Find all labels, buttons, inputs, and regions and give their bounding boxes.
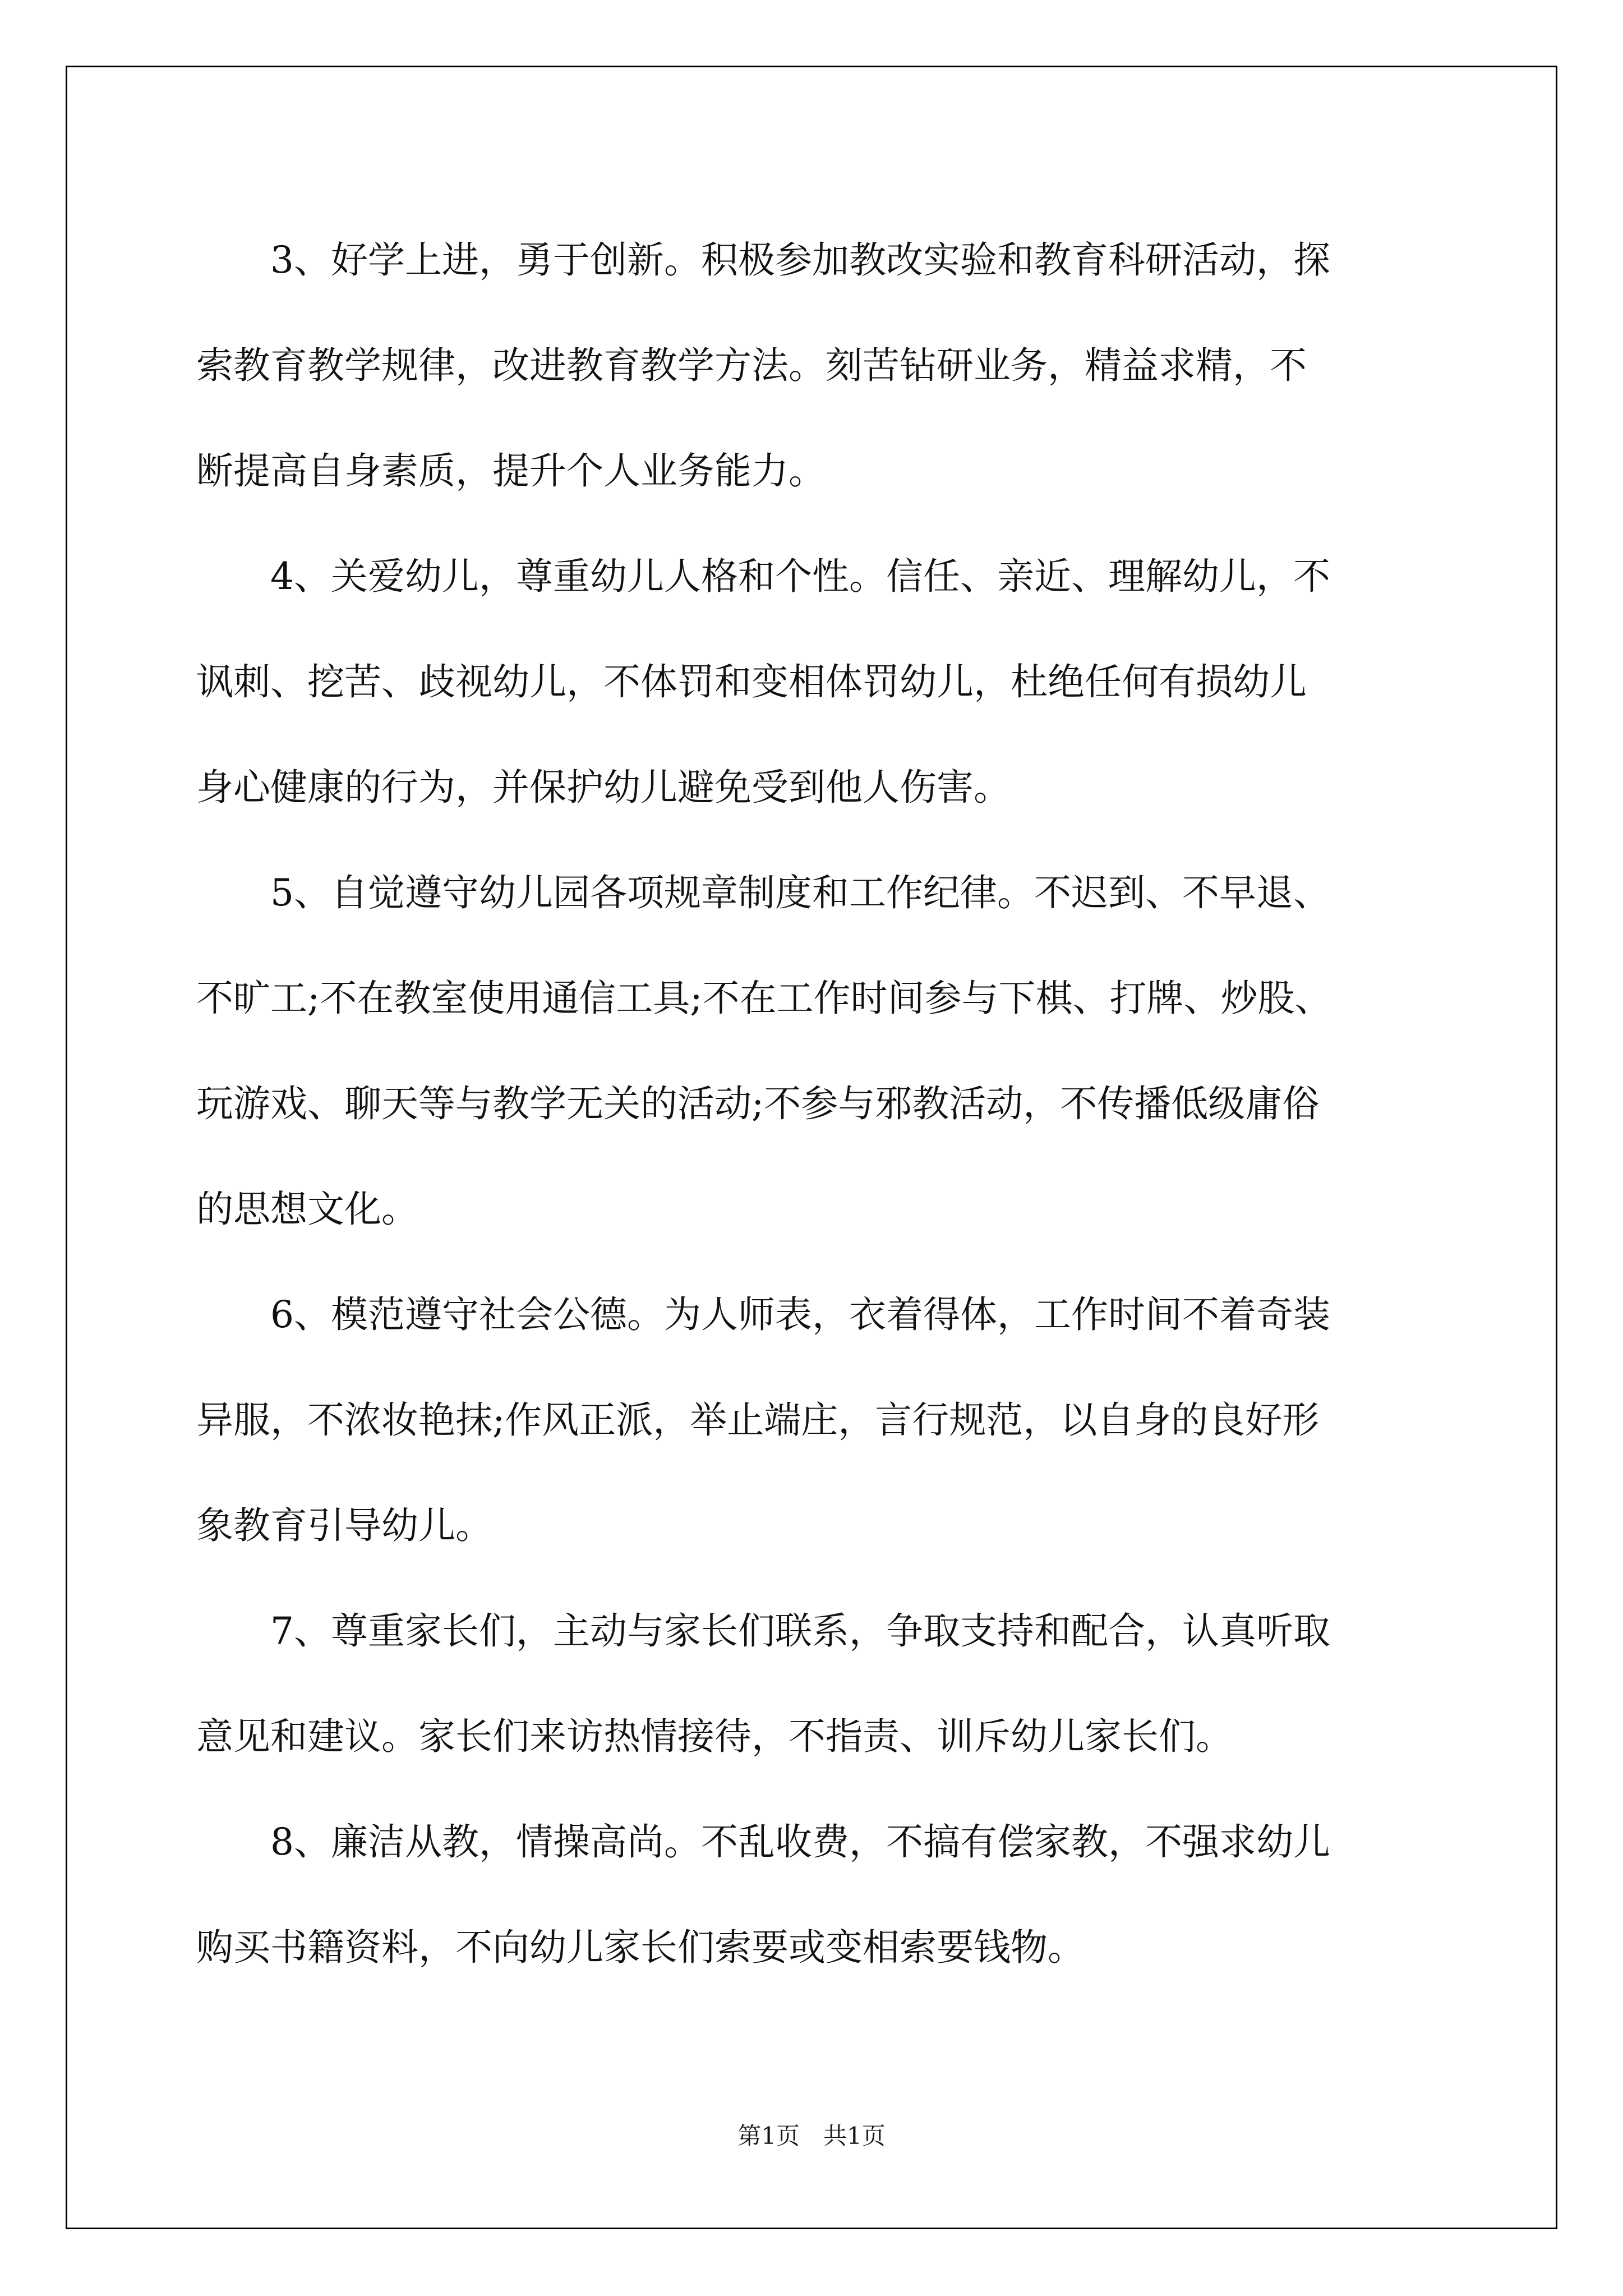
text-line: 玩游戏、聊天等与教学无关的活动;不参与邪教活动，不传播低级庸俗 (196, 1082, 1320, 1125)
text-line: 象教育引导幼儿。 (196, 1504, 492, 1547)
paragraph-6 (196, 1262, 1430, 1579)
text-line: 不旷工;不在教室使用通信工具;不在工作时间参与下棋、打牌、炒股、 (196, 977, 1332, 1020)
paragraph-3 (196, 208, 1430, 524)
text-line: 意见和建议。家长们来访热情接待，不指责、训斥幼儿家长们。 (196, 1715, 1233, 1758)
paragraph-4 (196, 524, 1430, 840)
document-body (196, 208, 1430, 2000)
text-line: 5、自觉遵守幼儿园各项规章制度和工作纪律。不迟到、不早退、 (196, 871, 1330, 914)
page-number-footer: 第1页 共1页 (737, 2122, 886, 2150)
text-line: 购买书籍资料，不向幼儿家长们索要或变相索要钱物。 (196, 1926, 1085, 1969)
text-line: 7、尊重家长们，主动与家长们联系，争取支持和配合，认真听取 (196, 1609, 1330, 1653)
paragraph-8 (196, 1789, 1430, 2000)
text-line: 断提高自身素质，提升个人业务能力。 (196, 449, 826, 493)
text-line: 异服，不浓妆艳抹;作风正派，举止端庄，言行规范，以自身的良好形 (196, 1398, 1320, 1442)
paragraph-7 (196, 1579, 1430, 1789)
text-line: 讽刺、挖苦、歧视幼儿，不体罚和变相体罚幼儿，杜绝任何有损幼儿 (196, 660, 1307, 703)
text-line: 索教育教学规律，改进教育教学方法。刻苦钻研业务，精益求精，不 (196, 344, 1307, 387)
text-line: 6、模范遵守社会公德。为人师表，衣着得体，工作时间不着奇装 (196, 1293, 1330, 1336)
text-line: 的思想文化。 (196, 1188, 418, 1231)
text-line: 4、关爱幼儿，尊重幼儿人格和个性。信任、亲近、理解幼儿，不 (196, 555, 1330, 598)
text-line: 8、廉洁从教，情操高尚。不乱收费，不搞有偿家教，不强求幼儿 (196, 1820, 1330, 1864)
text-line: 身心健康的行为，并保护幼儿避免受到他人伤害。 (196, 766, 1011, 809)
paragraph-5 (196, 840, 1430, 1262)
text-line: 3、好学上进，勇于创新。积极参加教改实验和教育科研活动，探 (196, 238, 1330, 282)
